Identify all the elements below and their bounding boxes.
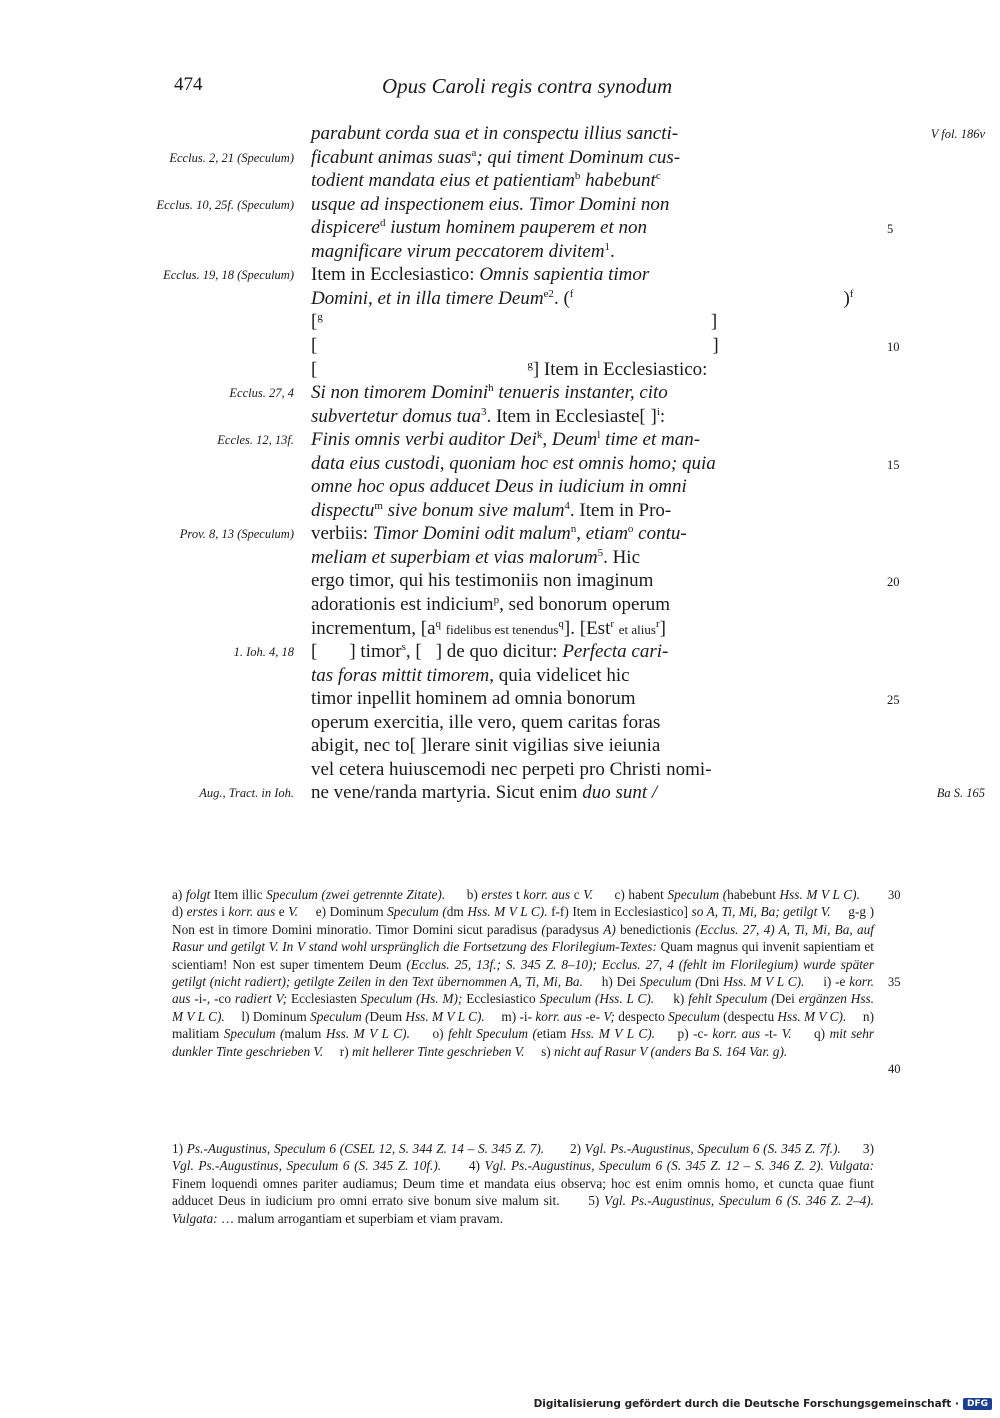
margin-reference: Ecclus. 2, 21 (Speculum) <box>169 150 294 165</box>
margin-reference: Ecclus. 27, 4 <box>229 386 294 401</box>
text-line: magnificare virum peccatorem divitem$^1$. <box>311 240 615 262</box>
running-title: Opus Caroli regis contra synodum <box>382 74 673 98</box>
text-line: [ $^g$] Item in Ecclesiastico: <box>311 358 708 380</box>
text-line: dispicere$^d$ iustum hominem pauperem et non <box>311 217 648 239</box>
text-line: parabunt corda sua et in conspectu illius sancti- <box>311 123 679 144</box>
text-line: verbiis: Timor Domini odit malum$^n$, etiam$^o$ contu- <box>311 523 687 545</box>
line-number: 20 <box>887 575 900 590</box>
margin-reference: Ecclus. 10, 25f. (Speculum) <box>156 197 294 212</box>
text-line: tas foras mittit timorem, quia videlicet hic <box>311 664 630 686</box>
text-line: [$^g$ ] <box>311 311 718 333</box>
apparatus-line-number: 30 <box>888 888 901 902</box>
folio-reference: V fol. 186v <box>930 127 985 141</box>
line-number: 25 <box>887 693 900 708</box>
line-number: 5 <box>887 222 894 237</box>
text-line: ficabunt animas suas$^a$; qui timent Dominum cus- <box>311 146 681 168</box>
text-line: Finis omnis verbi auditor Dei$^k$, Deum$^l$ time et man- <box>311 429 701 451</box>
text-line: subvertetur domus tua$^3$. Item in Ecclesiaste[ ]$^i$: <box>311 405 666 427</box>
source-notes-text: 1) Ps.-Augustinus, Speculum 6 (CSEL 12, S. 344 Z. 14 – S. 345 Z. 7). 2) Vgl. Ps.-Augustinus, Speculum 6 (S. 345 Z. 7f.). 3) Vgl. Ps.-Augustinus, Speculum 6 (S. 345 Z. 10f.). 4) Vgl. Ps.-Augustinus, Speculum 6 (S. 345 Z. 12 – S. 346 Z. 2). Vulgata: Finem loquendi omnes pariter audiamus; Deum time et mandata eius observa; hoc est enim omnis homo, et cuncta quae fiunt adducet Deus in iudicium pro omni errato sive bonum sive malum sit. 5) Vgl. Ps.-Augustinus, Speculum 6 (S. 346 Z. 2–4). Vulgata: … malum arrogantiam et superbiam et viam pravam. <box>172 1141 875 1226</box>
margin-reference: Aug., Tract. in Ioh. <box>199 786 294 801</box>
source-notes <box>172 1140 874 1227</box>
text-line: ergo timor, qui his testimoniis non imaginum <box>311 570 654 592</box>
line-number: 10 <box>887 339 900 354</box>
text-line: vel cetera huiuscemodi nec perpeti pro Christi nomi- <box>311 758 712 780</box>
text-line: omne hoc opus adducet Deus in iudicium in omni <box>311 476 687 498</box>
text-line: [ ] <box>311 334 719 356</box>
text-line: [ ] timor$^s$, [ ] de quo dicitur: Perfecta cari- <box>311 641 669 663</box>
folio-reference: Ba S. 165 <box>936 786 985 801</box>
margin-reference: Eccles. 12, 13f. <box>217 433 294 448</box>
apparatus-line-number: 35 <box>888 975 901 989</box>
text-line: adorationis est indicium$^p$, sed bonorum operum <box>311 594 671 615</box>
footer-credit <box>534 1398 992 1410</box>
text-line: usque ad inspectionem eius. Timor Domini non <box>311 193 670 215</box>
margin-reference: Ecclus. 19, 18 (Speculum) <box>163 268 294 283</box>
text-line: Item in Ecclesiastico: Omnis sapientia timor <box>311 264 650 286</box>
line-number: 15 <box>887 457 900 472</box>
apparatus-text: a) folgt Item illic Speculum (zwei getrennte Zitate). b) erstes t korr. aus c V. c) habent Speculum (habebunt Hss. M V L C). d) erstes i korr. aus e V. e) Dominum Speculum (dm Hss. M V L C). f-f) Item in Ecclesiastico] so A, Ti, Mi, Ba; getilgt V. g-g ) Non est in timore Domini minoratio. Timor Domini sicut paradisus (paradysus A) benedictionis (Ecclus. 27, 4) A, Ti, Mi, Ba, auf Rasur und getilgt V. In V stand wohl ursprünglich die Fortsetzung des Florilegium-Textes: Quam magnus qui invenit sapientiam et scientiam! Non est super timentem Deum (Ecclus. 25, 13f.; S. 345 Z. 8–10); Ecclus. 27, 4 (fehlt im Florilegium) wurde später getilgt (nicht radiert); getilgte Zeilen in den Text übernommen A, Ti, Mi, Ba. h) Dei Speculum (Dni Hss. M V L C). i) -e korr. aus -i-, -co radiert V; Ecclesiasten Speculum (Hs. M); Ecclesiastico Speculum (Hss. L C). k) fehlt Speculum (Dei ergänzen Hss. M V L C). l) Dominum Speculum (Deum Hss. M V L C). m) -i- korr. aus -e- V; despecto Speculum (despectu Hss. M V C). n) malitiam Speculum (malum Hss. M V L C). o) fehlt Speculum (etiam Hss. M V L C). p) -c- korr. aus -t- V. q) mit sehr dunkler Tinte geschrieben V. r) mit hellerer Tinte geschrieben V. s) nicht auf Rasur V (anders Ba S. 164 Var. g). <box>172 887 875 1059</box>
text-line: abigit, nec to[ ]lerare sinit vigilias sive ieiunia <box>311 735 661 757</box>
margin-reference: Prov. 8, 13 (Speculum) <box>179 527 294 542</box>
text-line: data eius custodi, quoniam hoc est omnis homo; quia <box>311 452 716 474</box>
text-line: dispectu$^m$ sive bonum sive malum$^4$. Item in Pro- <box>311 499 672 521</box>
text-line: incrementum, [$a^q$ fidelibus est tenendus$^q$]. [Est$^r$ et alius$^r$] <box>311 617 666 639</box>
dfg-logo: DFG <box>963 1398 992 1410</box>
text-line: meliam et superbiam et vias malorum$^5$. Hic <box>311 546 640 568</box>
text-line: operum exercitia, ille vero, quem caritas foras <box>311 711 661 733</box>
text-line: ne vene/randa martyria. Sicut enim duo sunt / <box>311 782 658 804</box>
text-line: timor inpellit hominem ad omnia bonorum <box>311 688 636 710</box>
page-number: 474 <box>174 74 203 95</box>
apparatus-line-number: 40 <box>888 1062 901 1076</box>
text-line: todient mandata eius et patientiam$^b$ habebunt$^c$ <box>311 170 661 192</box>
text-line: Si non timorem Domini$^h$ tenueris instanter, cito <box>311 382 668 404</box>
footer-text: Digitalisierung gefördert durch die Deutsche Forschungsgemeinschaft · <box>533 1398 959 1410</box>
margin-reference: 1. Ioh. 4, 18 <box>233 645 294 660</box>
critical-apparatus <box>172 886 874 1060</box>
text-line: Domini, et in illa timere Deum$^{e2}$. ($^f$ )$^f$ <box>311 287 854 309</box>
